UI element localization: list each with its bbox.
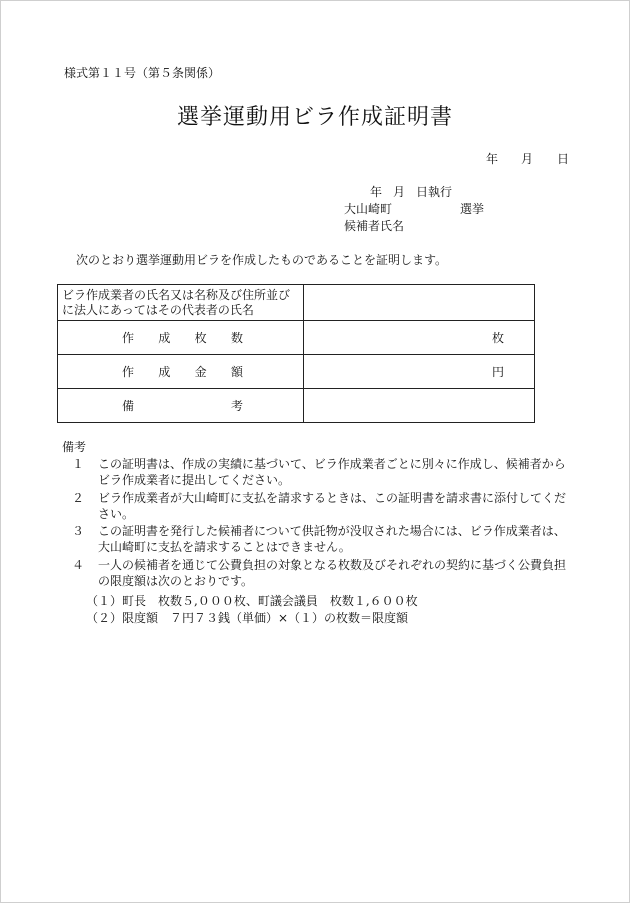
exec-day-label: 日執行 — [416, 185, 453, 199]
note-item: １ この証明書は、作成の実績に基づいて、ビラ作成業者ごとに別々に作成し、候補者からビラ作成業者に提出してください。 — [72, 457, 566, 487]
print-amount-label: 作 成 金 額 — [58, 355, 304, 389]
note-item: ３ この証明書を発行した候補者について供託物が没収された場合には、ビラ作成業者は、大山崎町に支払を請求することはできません。 — [72, 524, 566, 554]
exec-month-label: 月 — [393, 185, 406, 199]
note-item: ４ 一人の候補者を通じて公費負担の対象となる枚数及びそれぞれの契約に基づく公費負担の限度額は次のとおりです。 — [72, 558, 567, 588]
print-count-field[interactable] — [304, 321, 535, 355]
exec-year-label: 年 — [370, 185, 383, 199]
unit-sheets: 枚 — [491, 331, 504, 345]
table-row — [58, 321, 535, 355]
date-month-label: 月 — [521, 152, 534, 166]
vendor-info-field[interactable] — [304, 285, 535, 321]
town-name: 大山崎町 — [344, 202, 393, 216]
remarks-label: 備 考 — [58, 389, 304, 423]
date-year-label: 年 — [486, 152, 499, 166]
certification-statement: 次のとおり選挙運動用ビラを作成したものであることを証明します。 — [76, 253, 448, 267]
table-row — [58, 285, 535, 321]
note-item: ２ ビラ作成業者が大山崎町に支払を請求するときは、この証明書を請求書に添付してください。 — [72, 491, 567, 521]
form-number: 様式第１１号（第５条関係） — [64, 66, 221, 80]
table-row — [58, 389, 535, 423]
note-sub-item: （１）町長 枚数５,０００枚、町議会議員 枚数１,６００枚 — [86, 594, 418, 608]
vendor-info-label: ビラ作成業者の氏名又は名称及び住所並びに法人にあってはその代表者の氏名 — [58, 285, 304, 321]
document-title: 選挙運動用ビラ作成証明書 — [176, 105, 453, 130]
remarks-field[interactable] — [304, 389, 535, 423]
print-count-label: 作 成 枚 数 — [58, 321, 304, 355]
election-label: 選挙 — [460, 202, 485, 216]
certificate-table — [57, 284, 535, 423]
print-amount-field[interactable] — [304, 355, 535, 389]
table-row — [58, 355, 535, 389]
candidate-name-label: 候補者氏名 — [344, 219, 405, 233]
date-day-label: 日 — [557, 152, 570, 166]
notes-title: 備考 — [62, 440, 87, 454]
unit-yen: 円 — [491, 365, 504, 379]
note-sub-item: （２）限度額 ７円７３銭（単価）×（１）の枚数＝限度額 — [86, 611, 409, 625]
